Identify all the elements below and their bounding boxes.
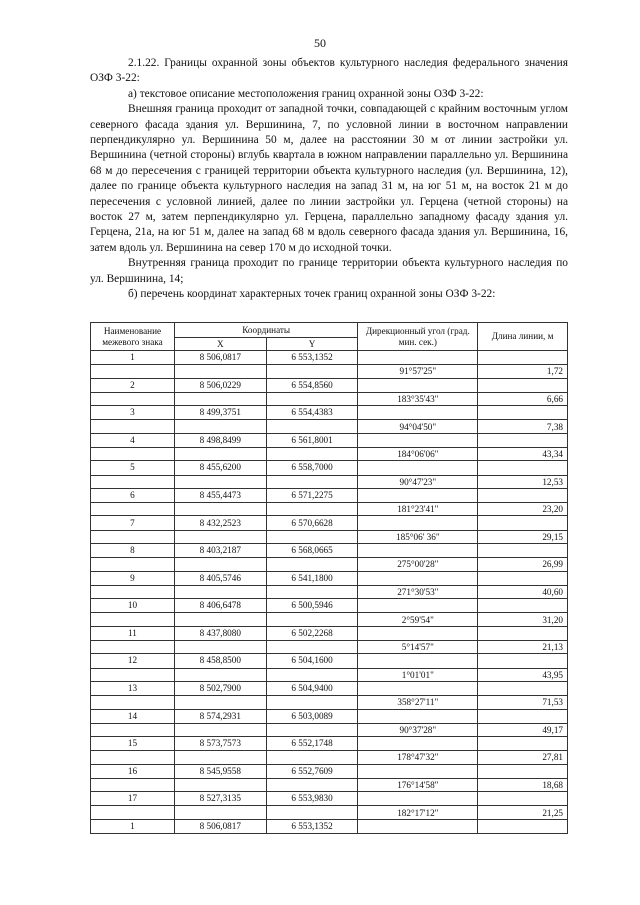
marker-id: 1: [91, 351, 175, 365]
subsection-b-heading: б) перечень координат характерных точек границ охранной зоны ОЗФ 3-22:: [128, 288, 496, 301]
marker-id: 12: [91, 654, 175, 668]
empty-cell: [91, 585, 175, 598]
coord-y: 6 554,8560: [266, 378, 358, 392]
direction-angle: 183°35'43": [358, 392, 478, 405]
coord-y: 6 500,5946: [266, 599, 358, 613]
outer-boundary-description: Внешняя граница проходит от западной точки, совпадающей с крайним восточным углом северного фасада здания ул. Вершинина, 7, по условной линии в восточном направлении перпендикулярно ул. Вершинина 50 м, далее на расстоянии 30 м от линии застройки ул. Вершинина (четной стороны) вглубь квартала в южном направлении параллельно ул. Вершинина 68 м до пересечения с границей территории объекта культурного наследия (ул. Вершинина, 12), далее по границе объекта культурного наследия на запад 31 м, на юг 51 м, на восток 21 м до пересечения с условной линией, далее по линии застройки ул. Герцена (четной стороны) на восток 27 м, затем перпендикулярно ул. Герцена, параллельно западному фасаду здания ул. Герцена, 21а, на юг 51 м, далее на запад 68 м вдоль северного фасада здания ул. Вершинина, 16, затем вдоль ул. Вершинина на север 170 м до исходной точки.: [90, 103, 568, 254]
coord-x: 8 406,6478: [174, 599, 266, 613]
coord-x: 8 545,9558: [174, 764, 266, 778]
marker-id: 15: [91, 737, 175, 751]
coord-y: 6 568,0665: [266, 544, 358, 558]
table-row-segment: [91, 751, 568, 764]
coord-y: 6 504,9400: [266, 681, 358, 695]
coord-y: 6 558,7000: [266, 461, 358, 475]
table-row-point: [91, 461, 568, 475]
coord-x: 8 455,6200: [174, 461, 266, 475]
empty-cell: [91, 392, 175, 405]
empty-cell: [91, 640, 175, 653]
table-row-point: [91, 819, 568, 833]
empty-cell: [174, 392, 266, 405]
subsection-a-heading: а) текстовое описание местоположения границ охранной зоны ОЗФ 3-22:: [128, 87, 484, 100]
empty-cell: [266, 668, 358, 681]
empty-cell: [266, 447, 358, 460]
empty-cell: [358, 599, 478, 613]
direction-angle: 275°00'28": [358, 558, 478, 571]
table-row-segment: [91, 613, 568, 626]
line-length: 49,17: [478, 723, 568, 736]
empty-cell: [358, 406, 478, 420]
marker-id: 4: [91, 433, 175, 447]
coord-y: 6 553,9830: [266, 792, 358, 806]
coord-y: 6 552,7609: [266, 764, 358, 778]
marker-id: 3: [91, 406, 175, 420]
table-row-segment: [91, 723, 568, 736]
table-row-segment: [91, 696, 568, 709]
empty-cell: [91, 806, 175, 819]
empty-cell: [478, 351, 568, 365]
empty-cell: [478, 406, 568, 420]
empty-cell: [266, 475, 358, 488]
coord-y: 6 570,6628: [266, 516, 358, 530]
empty-cell: [91, 613, 175, 626]
line-length: 21,25: [478, 806, 568, 819]
coord-y: 6 553,1352: [266, 351, 358, 365]
table-row-segment: [91, 530, 568, 543]
empty-cell: [358, 378, 478, 392]
empty-cell: [478, 626, 568, 640]
coord-y: 6 561,8001: [266, 433, 358, 447]
line-length: 27,81: [478, 751, 568, 764]
line-length: 23,20: [478, 503, 568, 516]
marker-id: 8: [91, 544, 175, 558]
table-row-point: [91, 626, 568, 640]
empty-cell: [478, 654, 568, 668]
coord-x: 8 502,7900: [174, 681, 266, 695]
direction-angle: 184°06'06": [358, 447, 478, 460]
document-text: [90, 56, 568, 303]
header-marker-name: Наименование межевого знака: [91, 323, 175, 351]
coord-x: 8 455,4473: [174, 488, 266, 502]
table-row-segment: [91, 806, 568, 819]
coord-y: 6 554,4383: [266, 406, 358, 420]
empty-cell: [91, 778, 175, 791]
header-x: X: [174, 338, 266, 351]
marker-id: 17: [91, 792, 175, 806]
table-row-point: [91, 433, 568, 447]
empty-cell: [174, 503, 266, 516]
table-row-point: [91, 571, 568, 585]
coord-x: 8 527,3135: [174, 792, 266, 806]
table-row-segment: [91, 640, 568, 653]
line-length: 29,15: [478, 530, 568, 543]
coord-y: 6 541,1800: [266, 571, 358, 585]
line-length: 6,66: [478, 392, 568, 405]
empty-cell: [91, 696, 175, 709]
empty-cell: [266, 696, 358, 709]
line-length: 31,20: [478, 613, 568, 626]
empty-cell: [358, 488, 478, 502]
table-row-segment: [91, 365, 568, 378]
direction-angle: 1°01'01": [358, 668, 478, 681]
empty-cell: [358, 571, 478, 585]
empty-cell: [174, 751, 266, 764]
table-row-segment: [91, 475, 568, 488]
empty-cell: [478, 599, 568, 613]
table-row-point: [91, 654, 568, 668]
empty-cell: [478, 516, 568, 530]
coord-x: 8 499,3751: [174, 406, 266, 420]
empty-cell: [478, 709, 568, 723]
marker-id: 2: [91, 378, 175, 392]
empty-cell: [91, 447, 175, 460]
empty-cell: [478, 792, 568, 806]
table-row-point: [91, 737, 568, 751]
empty-cell: [478, 819, 568, 833]
coord-x: 8 405,5746: [174, 571, 266, 585]
marker-id: 6: [91, 488, 175, 502]
header-coordinates: Координаты: [174, 323, 358, 338]
table-row-point: [91, 516, 568, 530]
marker-id: 1: [91, 819, 175, 833]
coord-x: 8 458,8500: [174, 654, 266, 668]
table-row-point: [91, 709, 568, 723]
direction-angle: 185°06' 36": [358, 530, 478, 543]
empty-cell: [358, 681, 478, 695]
empty-cell: [478, 681, 568, 695]
inner-boundary-description: Внутренняя граница проходит по границе территории объекта культурного наследия по ул. Вершинина, 14;: [90, 257, 568, 285]
empty-cell: [358, 764, 478, 778]
header-y: Y: [266, 338, 358, 351]
empty-cell: [174, 365, 266, 378]
empty-cell: [358, 544, 478, 558]
table-row-segment: [91, 503, 568, 516]
table-row-point: [91, 488, 568, 502]
empty-cell: [358, 351, 478, 365]
empty-cell: [91, 558, 175, 571]
empty-cell: [91, 503, 175, 516]
empty-cell: [478, 764, 568, 778]
empty-cell: [478, 544, 568, 558]
line-length: 12,53: [478, 475, 568, 488]
table-row-point: [91, 792, 568, 806]
table-row-segment: [91, 585, 568, 598]
empty-cell: [174, 668, 266, 681]
empty-cell: [174, 558, 266, 571]
direction-angle: 90°47'23": [358, 475, 478, 488]
empty-cell: [478, 461, 568, 475]
marker-id: 10: [91, 599, 175, 613]
marker-id: 9: [91, 571, 175, 585]
line-length: 18,68: [478, 778, 568, 791]
direction-angle: 178°47'32": [358, 751, 478, 764]
coord-x: 8 506,0229: [174, 378, 266, 392]
empty-cell: [478, 571, 568, 585]
empty-cell: [358, 626, 478, 640]
empty-cell: [266, 530, 358, 543]
empty-cell: [266, 503, 358, 516]
table-row-segment: [91, 420, 568, 433]
line-length: 43,34: [478, 447, 568, 460]
table-row-point: [91, 406, 568, 420]
empty-cell: [358, 516, 478, 530]
empty-cell: [266, 723, 358, 736]
empty-cell: [266, 640, 358, 653]
coord-x: 8 574,2931: [174, 709, 266, 723]
header-line-length: Длина линии, м: [478, 323, 568, 351]
empty-cell: [266, 365, 358, 378]
empty-cell: [266, 806, 358, 819]
empty-cell: [358, 709, 478, 723]
empty-cell: [358, 433, 478, 447]
coord-y: 6 571,2275: [266, 488, 358, 502]
empty-cell: [358, 819, 478, 833]
empty-cell: [174, 585, 266, 598]
table-row-segment: [91, 778, 568, 791]
empty-cell: [266, 392, 358, 405]
table-row-point: [91, 378, 568, 392]
empty-cell: [358, 654, 478, 668]
table-row-point: [91, 351, 568, 365]
direction-angle: 91°57'25": [358, 365, 478, 378]
table-row-point: [91, 681, 568, 695]
empty-cell: [478, 737, 568, 751]
section-heading: 2.1.22. Границы охранной зоны объектов культурного наследия федерального значения ОЗФ 3-22:: [90, 57, 568, 85]
empty-cell: [174, 613, 266, 626]
empty-cell: [174, 696, 266, 709]
coord-y: 6 503,0089: [266, 709, 358, 723]
coord-x: 8 432,2523: [174, 516, 266, 530]
coord-y: 6 502,2268: [266, 626, 358, 640]
direction-angle: 182°17'12": [358, 806, 478, 819]
coord-x: 8 506,0817: [174, 819, 266, 833]
coord-y: 6 504,1600: [266, 654, 358, 668]
line-length: 71,53: [478, 696, 568, 709]
empty-cell: [91, 723, 175, 736]
line-length: 1,72: [478, 365, 568, 378]
empty-cell: [174, 778, 266, 791]
empty-cell: [358, 461, 478, 475]
direction-angle: 176°14'58": [358, 778, 478, 791]
empty-cell: [91, 530, 175, 543]
table-row-segment: [91, 668, 568, 681]
direction-angle: 94°04'50": [358, 420, 478, 433]
marker-id: 16: [91, 764, 175, 778]
marker-id: 11: [91, 626, 175, 640]
marker-id: 7: [91, 516, 175, 530]
empty-cell: [478, 488, 568, 502]
table-row-segment: [91, 447, 568, 460]
marker-id: 13: [91, 681, 175, 695]
empty-cell: [358, 737, 478, 751]
direction-angle: 181°23'41": [358, 503, 478, 516]
coord-x: 8 403,2187: [174, 544, 266, 558]
line-length: 43,95: [478, 668, 568, 681]
line-length: 7,38: [478, 420, 568, 433]
empty-cell: [174, 475, 266, 488]
direction-angle: 5°14'57": [358, 640, 478, 653]
empty-cell: [478, 378, 568, 392]
table-row-point: [91, 544, 568, 558]
line-length: 40,60: [478, 585, 568, 598]
empty-cell: [174, 640, 266, 653]
empty-cell: [91, 475, 175, 488]
coord-y: 6 553,1352: [266, 819, 358, 833]
marker-id: 5: [91, 461, 175, 475]
empty-cell: [174, 420, 266, 433]
empty-cell: [266, 585, 358, 598]
empty-cell: [266, 420, 358, 433]
coord-x: 8 498,8499: [174, 433, 266, 447]
empty-cell: [266, 751, 358, 764]
empty-cell: [174, 723, 266, 736]
header-direction-angle: Дирекционный угол (град. мин. сек.): [358, 323, 478, 351]
direction-angle: 2°59'54": [358, 613, 478, 626]
empty-cell: [266, 613, 358, 626]
coordinates-table-body: [91, 351, 568, 834]
empty-cell: [266, 778, 358, 791]
empty-cell: [358, 792, 478, 806]
empty-cell: [91, 420, 175, 433]
table-row-point: [91, 764, 568, 778]
coord-x: 8 506,0817: [174, 351, 266, 365]
empty-cell: [174, 806, 266, 819]
coord-x: 8 573,7573: [174, 737, 266, 751]
direction-angle: 271°30'53": [358, 585, 478, 598]
empty-cell: [478, 433, 568, 447]
empty-cell: [174, 530, 266, 543]
empty-cell: [174, 447, 266, 460]
page-number: 50: [314, 36, 326, 50]
empty-cell: [91, 668, 175, 681]
coordinates-table: [90, 322, 568, 834]
table-row-segment: [91, 392, 568, 405]
empty-cell: [91, 751, 175, 764]
line-length: 21,13: [478, 640, 568, 653]
empty-cell: [266, 558, 358, 571]
direction-angle: 90°37'28": [358, 723, 478, 736]
direction-angle: 358°27'11": [358, 696, 478, 709]
empty-cell: [91, 365, 175, 378]
line-length: 26,99: [478, 558, 568, 571]
table-row-segment: [91, 558, 568, 571]
coord-y: 6 552,1748: [266, 737, 358, 751]
table-row-point: [91, 599, 568, 613]
coord-x: 8 437,8080: [174, 626, 266, 640]
marker-id: 14: [91, 709, 175, 723]
